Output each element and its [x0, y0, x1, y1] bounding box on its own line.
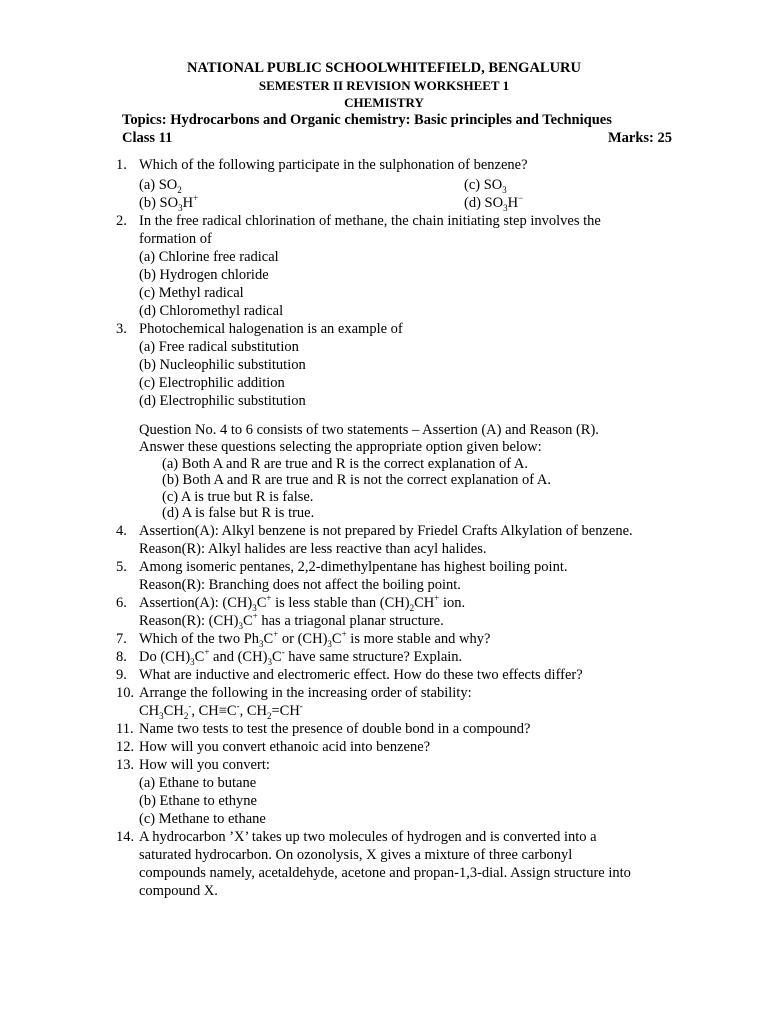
question-number: 1.	[116, 157, 127, 173]
worksheet-title: SEMESTER II REVISION WORKSHEET 1	[258, 78, 510, 93]
question-number: 9.	[116, 667, 127, 683]
assertion-text: Assertion(A): $(CH)_3C^+$ is less stable than $(CH)_2CH^+$ ion.	[139, 593, 466, 613]
question-text: Which of the following participate in the sulphonation of benzene?	[139, 157, 528, 173]
question-text: A hydrocarbon ’X’ takes up two molecules of hydrogen and is converted into a	[139, 829, 597, 845]
question-text: Photochemical halogenation is an example of	[139, 321, 403, 337]
question-number: 6.	[116, 595, 127, 611]
subject-title: CHEMISTRY	[344, 95, 424, 110]
assertion-text: Among isomeric pentanes, 2,2-dimethylpentane has highest boiling point.	[139, 559, 568, 575]
question-text: Which of the two $Ph_3C^+$ or $(CH)_3C^+$ is more stable and why?	[139, 629, 491, 649]
q1-option-a: (a) $SO_2$	[139, 177, 182, 195]
question-text: In the free radical chlorination of methane, the chain initiating step involves the	[139, 213, 601, 229]
q1-option-d: (d) $SO_3H^-$	[464, 193, 524, 213]
class-label: Class 11	[122, 130, 173, 146]
question-number: 5.	[116, 559, 127, 575]
question-number: 11.	[116, 721, 134, 737]
assertion-text: Assertion(A): Alkyl benzene is not prepared by Friedel Crafts Alkylation of benzene.	[139, 523, 633, 539]
question-number: 10.	[116, 685, 135, 701]
question-number: 13.	[116, 757, 135, 773]
topics-line: Topics: Hydrocarbons and Organic chemistry: Basic principles and Techniques	[122, 112, 612, 128]
question-number: 2.	[116, 213, 127, 229]
question-number: 12.	[116, 739, 135, 755]
worksheet-page: NATIONAL PUBLIC SCHOOLWHITEFIELD, BENGALURU SEMESTER II REVISION WORKSHEET 1 CHEMISTRY Topics: Hydrocarbons and Organic chemistry: Basic principles and Techniques Class 11 Marks: 25 1. Which of the following participate in the sulphonation of benzene? (a) $SO_2$ (c) $SO_3$ (b) $SO_3H^+$ (d) $SO_3H^-$ 2. In the free radical chlorination of methane, the chain initiating step involves the formation of (a) Chlorine free radical (b) Hydrogen chloride (c) Methyl radical (d) Chloromethyl radical 3. Photochemical halogenation is an example of (a) Free radical substitution (b) Nucleophilic substitution (c) Electrophilic addition (d) Electrophilic substitution Question No. 4 to 6 consists of two statements – Assertion (A) and Reason (R). Answer these questions selecting the appropriate option given below: (a) Both A and R are true and R is the correct explanation of A. (b) Both A and R are true and R is not the correct explanation of A. (c) A is true but R is false. (d) A is false but R is true. 4. Assertion(A): Alkyl benzene is not prepared by Friedel Crafts Alkylation of benzene. Reason(R): Alkyl halides are less reactive than acyl halides. 5. Among isomeric pentanes, 2,2-dimethylpentane has highest boiling point. Reason(R): Branching does not affect the boiling point. 6. Assertion(A): $(CH)_3C^+$ is less stable than $(CH)_2CH^+$ ion. Reason(R): $(CH)_3C^+$ has a triagonal planar structure. 7. Which of the two $Ph_3C^+$ or $(CH)_3C^+$ is more stable and why? 8. Do $(CH)_3C^+$ and $(CH)_3C^-$ have same structure? Explain. 9. What are inductive and electromeric effect. How do these two effects differ? 10. Arrange the following in the increasing order of stability: $CH_3CH_2^-$, CH≡C-, $CH_2=CH^-$ 11. Name two tests to test the presence of double bond in a compound? 12. How will you convert ethanoic acid into benzene? 13. How will you convert: (a) Ethane to butane (b) Ethane to ethyne (c) Methane to ethane 14. A hydrocarbon ’X’ takes up two molecules of hydrogen and is converted into a saturated hydrocarbon. On ozonolysis, X gives a mixture of three carbonyl compounds namely, acetaldehyde, acetone and propan-1,3-dial. Assign structure into compound X.	[0, 0, 768, 1024]
q1-option-c: (c) $SO_3$	[464, 177, 507, 195]
question-number: 3.	[116, 321, 127, 337]
question-text: How will you convert:	[139, 757, 270, 773]
question-text: formation of	[139, 231, 212, 247]
question-text: Do $(CH)_3C^+$ and $(CH)_3C^-$ have same structure? Explain.	[139, 647, 463, 667]
question-number: 4.	[116, 523, 127, 539]
question-number: 14.	[116, 829, 135, 845]
question-text: What are inductive and electromeric effect. How do these two effects differ?	[139, 667, 583, 683]
question-text: Name two tests to test the presence of double bond in a compound?	[139, 721, 531, 737]
question-text: Arrange the following in the increasing order of stability:	[139, 685, 472, 701]
question-text: How will you convert ethanoic acid into benzene?	[139, 739, 431, 755]
question-number: 7.	[116, 631, 127, 647]
school-name: NATIONAL PUBLIC SCHOOLWHITEFIELD, BENGALURU	[187, 60, 581, 76]
marks-label: Marks: 25	[607, 130, 672, 146]
q1-option-b: (b) $SO_3H^+$	[139, 193, 199, 213]
question-number: 8.	[116, 649, 127, 665]
class-marks-line	[122, 129, 672, 147]
